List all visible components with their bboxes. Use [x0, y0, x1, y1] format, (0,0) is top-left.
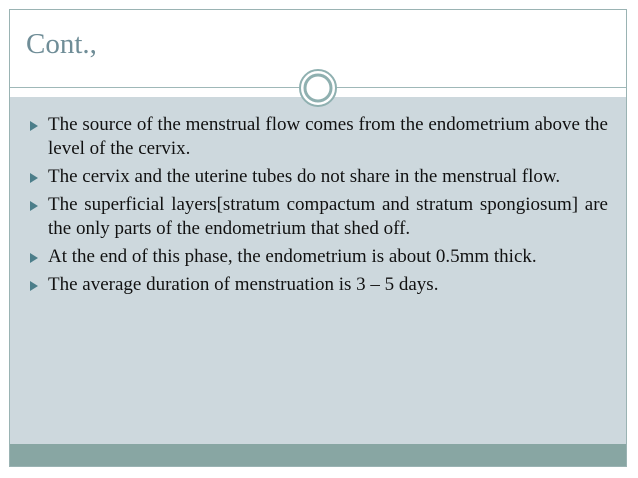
bullet-item-4 — [30, 245, 608, 269]
bullet-item-5 — [30, 273, 608, 297]
triangle-bullet-icon — [30, 173, 38, 183]
bullet-item-3 — [30, 193, 608, 241]
triangle-bullet-icon — [30, 121, 38, 131]
bottom-band — [10, 444, 626, 466]
bullet-text: The average duration of menstruation is 3 – 5 days. — [48, 274, 439, 295]
bullet-item-1 — [30, 113, 608, 161]
bullet-text: The source of the menstrual flow comes from the endometrium above the level of the cervix. — [48, 114, 608, 159]
triangle-bullet-icon — [30, 253, 38, 263]
double-ring-circle-icon — [298, 68, 338, 108]
triangle-bullet-icon — [30, 281, 38, 291]
bullet-list — [30, 113, 608, 301]
bullet-item-2 — [30, 165, 608, 189]
bullet-text: The superficial layers[stratum compactum and stratum spongiosum] are the only parts of the endometrium that shed off. — [48, 194, 608, 239]
bullet-text: At the end of this phase, the endometrium is about 0.5mm thick. — [48, 246, 537, 267]
triangle-bullet-icon — [30, 201, 38, 211]
slide-title: Cont., — [26, 28, 97, 60]
bullet-text: The cervix and the uterine tubes do not share in the menstrual flow. — [48, 166, 561, 187]
